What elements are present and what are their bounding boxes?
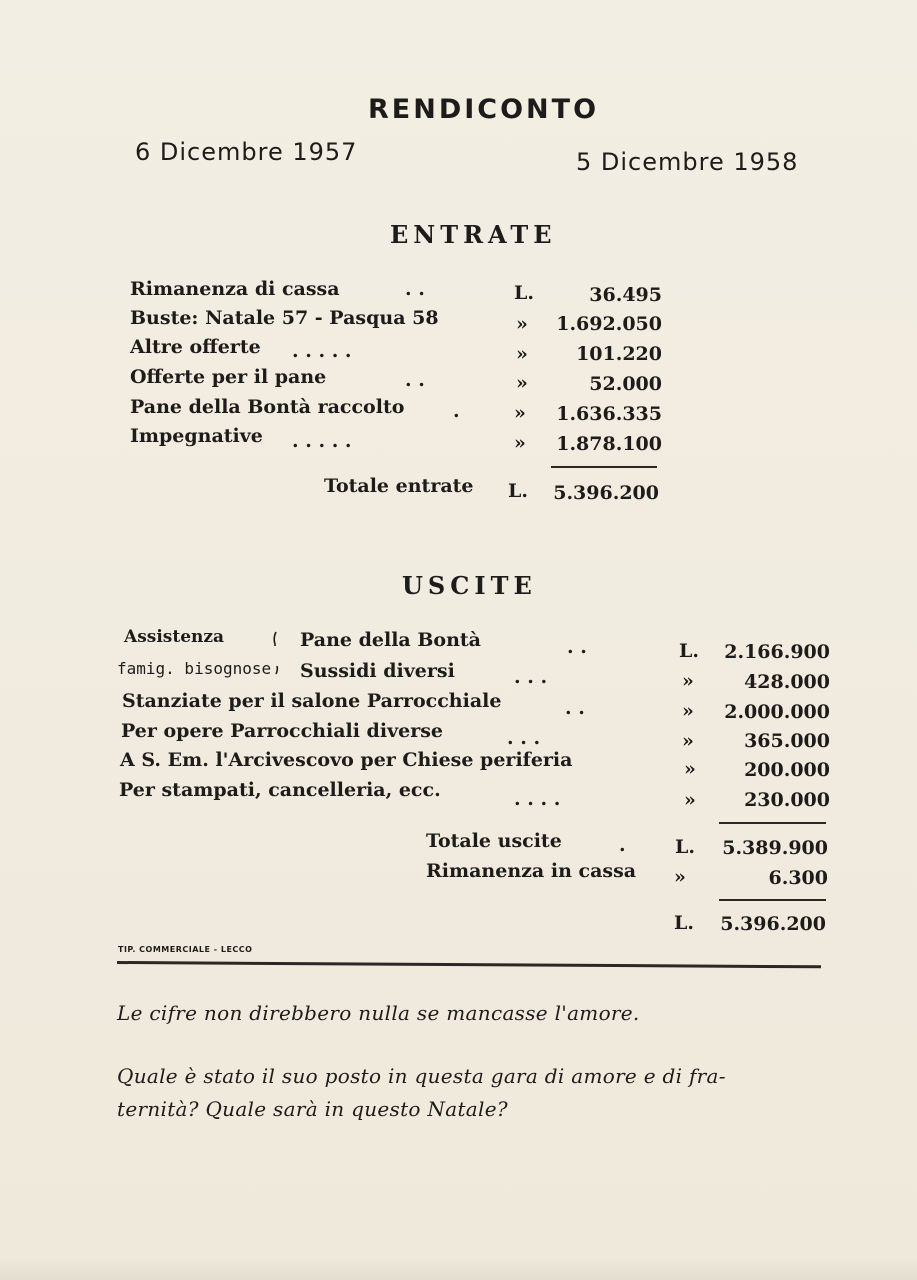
uscite-total-dots: . [619, 834, 626, 856]
uscite-dots: . . . . [514, 788, 561, 810]
entrate-label: Pane della Bontà raccolto [130, 396, 405, 418]
paper-edge [0, 1258, 917, 1280]
separator-line [117, 961, 821, 968]
uscite-amount: 2.166.900 [724, 641, 830, 663]
entrate-label: Impegnative [130, 425, 263, 447]
grand-total-amount: 5.396.200 [720, 913, 826, 935]
uscite-total-amount: 5.389.900 [722, 837, 828, 859]
remainder-label: Rimanenza in cassa [426, 860, 637, 882]
uscite-amount: 365.000 [744, 730, 830, 752]
uscite-amount: 2.000.000 [724, 701, 830, 723]
entrate-amount: 101.220 [576, 343, 662, 365]
period-end-date: 5 Dicembre 1958 [576, 148, 799, 176]
uscite-heading: USCITE [402, 571, 537, 600]
uscite-amount: 230.000 [744, 789, 830, 811]
entrate-currency: » [514, 402, 526, 424]
period-start-date: 6 Dicembre 1957 [135, 138, 358, 166]
uscite-label: Pane della Bontà [300, 629, 481, 651]
uscite-currency: » [684, 789, 696, 811]
closing-note-2a: Quale è stato il suo posto in questa gara di amore e di fra- [117, 1064, 726, 1088]
uscite-dots: . . [565, 697, 585, 719]
uscite-currency: » [682, 670, 694, 692]
entrate-currency: » [516, 343, 528, 365]
entrate-amount: 1.692.050 [556, 313, 662, 335]
entrate-dots: . [453, 400, 460, 422]
document-title: RENDICONTO [368, 94, 600, 125]
entrate-total-label: Totale entrate [324, 475, 474, 497]
entrate-currency: L. [514, 282, 534, 304]
uscite-amount: 200.000 [744, 759, 830, 781]
grand-total-rule [719, 899, 826, 901]
uscite-label: Per stampati, cancelleria, ecc. [119, 779, 441, 801]
remainder-currency: » [674, 866, 686, 888]
grand-total-currency: L. [674, 912, 694, 934]
entrate-heading: ENTRATE [390, 220, 557, 249]
entrate-currency: » [516, 372, 528, 394]
closing-note-1: Le cifre non direbbero nulla se mancasse l'amore. [117, 1001, 640, 1025]
entrate-total-amount: 5.396.200 [553, 482, 659, 504]
uscite-total-label: Totale uscite [426, 830, 562, 852]
uscite-label: Stanziate per il salone Parrocchiale [122, 690, 502, 712]
uscite-dots: . . . [507, 727, 541, 749]
uscite-currency: L. [679, 640, 699, 662]
uscite-label: Sussidi diversi [300, 660, 455, 682]
entrate-amount: 1.636.335 [556, 403, 662, 425]
uscite-currency: » [684, 758, 696, 780]
uscite-group-label: famig. bisognose [117, 659, 272, 678]
remainder-amount: 6.300 [768, 867, 828, 889]
uscite-total-currency: L. [675, 836, 695, 858]
closing-note-2b: ternità? Quale sarà in questo Natale? [117, 1097, 508, 1121]
entrate-total-currency: L. [508, 480, 528, 502]
uscite-sum-rule [719, 822, 826, 824]
entrate-label: Altre offerte [130, 336, 261, 358]
entrate-label: Rimanenza di cassa [130, 278, 340, 300]
entrate-dots: . . . . . [292, 430, 352, 452]
entrate-amount: 36.495 [589, 284, 662, 306]
uscite-group-label: Assistenza [124, 627, 225, 647]
uscite-label: Per opere Parrocchiali diverse [121, 720, 443, 742]
uscite-dots: . . . [514, 666, 548, 688]
entrate-amount: 1.878.100 [556, 433, 662, 455]
entrate-label: Offerte per il pane [130, 366, 327, 388]
uscite-label: A S. Em. l'Arcivescovo per Chiese periferia [120, 749, 573, 771]
brace-icon [270, 630, 284, 682]
uscite-amount: 428.000 [744, 671, 830, 693]
entrate-currency: » [516, 313, 528, 335]
uscite-dots: . . [567, 636, 587, 658]
entrate-sum-rule [551, 466, 657, 468]
uscite-currency: » [682, 730, 694, 752]
uscite-currency: » [682, 700, 694, 722]
entrate-dots: . . . . . [292, 340, 352, 362]
entrate-dots: . . [405, 369, 425, 391]
entrate-dots: . . [405, 278, 425, 300]
entrate-label: Buste: Natale 57 - Pasqua 58 [130, 307, 439, 329]
entrate-currency: » [514, 432, 526, 454]
printer-credit: TIP. COMMERCIALE - LECCO [118, 945, 253, 954]
entrate-amount: 52.000 [589, 373, 662, 395]
